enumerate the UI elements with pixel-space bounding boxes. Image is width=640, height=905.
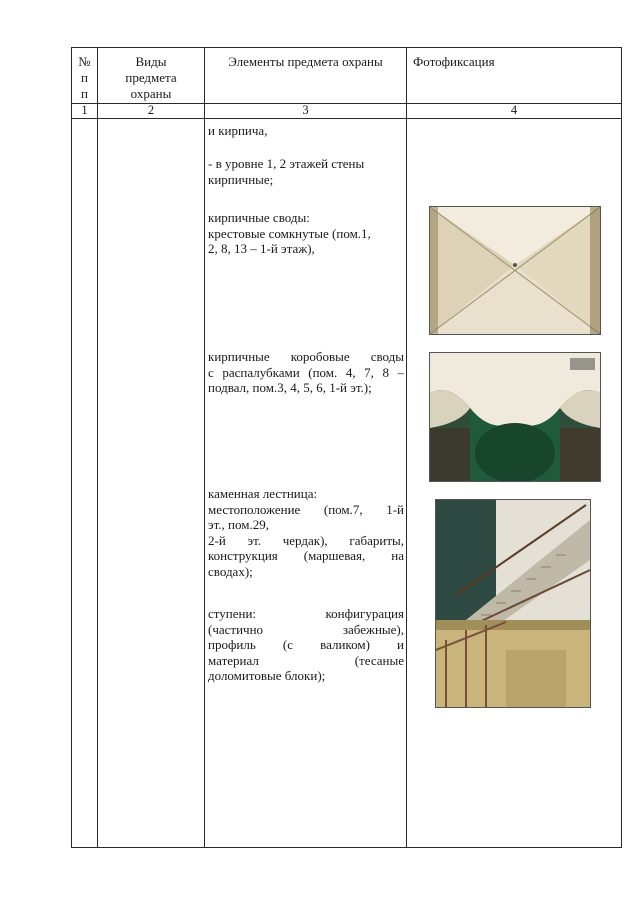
table-left-border (71, 47, 72, 848)
col-divider-1 (97, 47, 98, 848)
header-col-types: Виды предмета охраны (125, 54, 177, 101)
col-number-2: 2 (147, 103, 155, 117)
header-col-photo: Фотофиксация (413, 54, 495, 69)
text-cross-vaults: кирпичные своды: крестовые сомкнутые (пом.1, 2, 8, 13 – 1-й этаж), (208, 210, 371, 256)
col-number-1: 1 (81, 103, 88, 117)
text-walls: - в уровне 1, 2 этажей стены кирпичные; (208, 156, 365, 187)
text-barrel-vaults: кирпичные коробовые своды с распалубками (пом. 4, 7, 8 – подвал, пом.3, 4, 5, 6, 1-й эт.); (208, 349, 404, 395)
col-divider-2 (204, 47, 205, 848)
col-number-3: 3 (302, 103, 309, 117)
barrel-vault-ceiling-photo (429, 352, 601, 482)
col-divider-3 (406, 47, 407, 848)
header-col-number: № п п (78, 54, 91, 101)
text-brick-end: и кирпича, (208, 123, 268, 138)
table-bottom-border (71, 847, 622, 848)
text-staircase: каменная лестница: местоположение (пом.7, 1-й эт., пом.29, 2-й эт. чердак), габариты, конструкция (маршевая, на сводах); (208, 486, 404, 579)
stone-staircase-photo (435, 499, 591, 708)
table-top-border (71, 47, 622, 48)
header-col-elements: Элементы предмета охраны (228, 54, 383, 69)
text-steps: ступени: конфигурация (частично забежные), профиль (с валиком) и материал (тесаные доломитовые блоки); (208, 606, 404, 683)
cross-vault-ceiling-photo (429, 206, 601, 335)
col-number-4: 4 (510, 103, 518, 117)
numbers-row-border (71, 118, 622, 119)
table-right-border (621, 47, 622, 848)
